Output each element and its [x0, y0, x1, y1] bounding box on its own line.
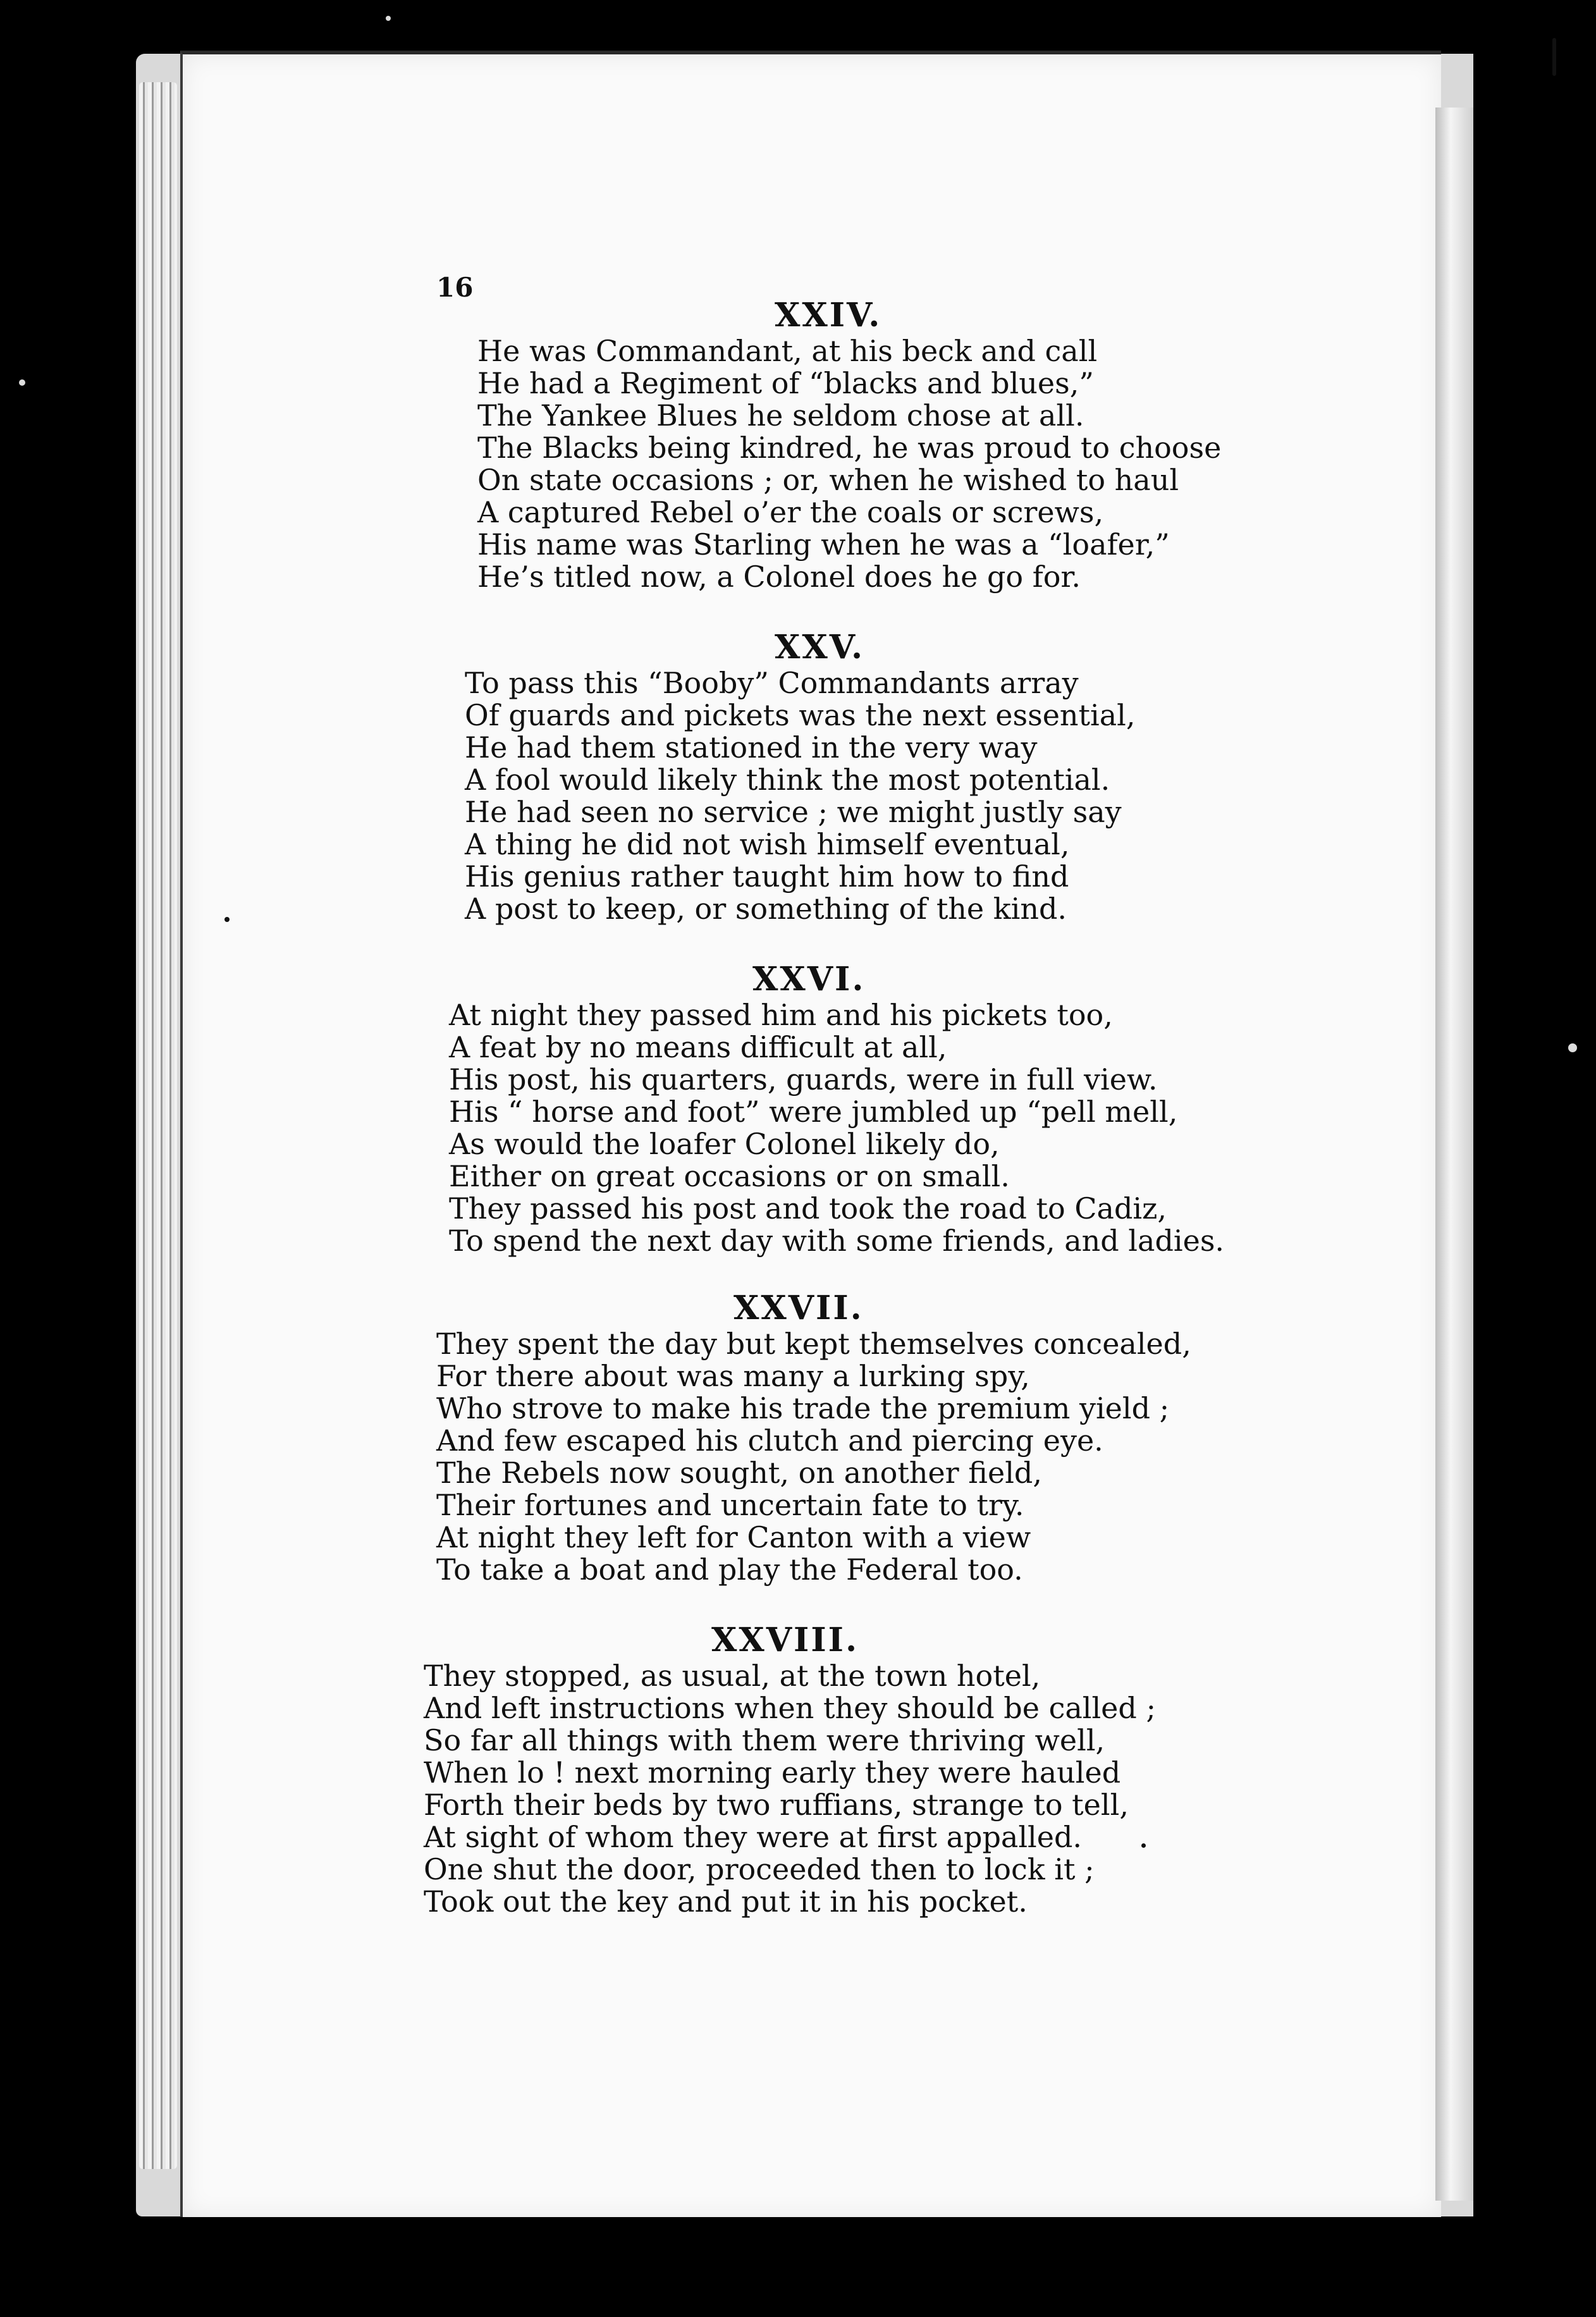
verse-line: A feat by no means difficult at all,	[449, 1030, 947, 1064]
verse-line: For there about was many a lurking spy,	[436, 1359, 1030, 1393]
dust-speck	[1568, 1043, 1577, 1052]
verse-line: A thing he did not wish himself eventual,	[465, 827, 1070, 861]
verse-line: His genius rather taught him how to find	[465, 859, 1069, 894]
verse-line: Either on great occasions or on small.	[449, 1159, 1010, 1193]
stanza-number: XXV.	[775, 628, 865, 667]
stanza-number: XXVII.	[734, 1289, 864, 1327]
verse-line: The Blacks being kindred, he was proud to choose	[477, 431, 1222, 465]
verse-line: He had them stationed in the very way	[465, 730, 1038, 765]
dust-speck	[19, 379, 25, 386]
verse-line: At sight of whom they were at first appalled.	[424, 1820, 1083, 1854]
stanza-number: XXIV.	[775, 296, 882, 335]
verse-line: When lo ! next morning early they were hauled	[424, 1755, 1121, 1790]
verse-line: On state occasions ; or, when he wished to haul	[477, 463, 1179, 497]
dust-speck	[1552, 38, 1556, 76]
verse-line: He had seen no service ; we might justly say	[465, 795, 1122, 829]
page-number: 16	[436, 272, 474, 303]
verse-line: His name was Starling when he was a “loafer,”	[477, 527, 1170, 562]
dust-speck	[1141, 1843, 1146, 1848]
verse-line: Forth their beds by two ruffians, strange to tell,	[424, 1788, 1129, 1822]
verse-line: The Rebels now sought, on another field,	[436, 1456, 1042, 1490]
verse-line: To take a boat and play the Federal too.	[436, 1552, 1023, 1587]
verse-line: And left instructions when they should be called ;	[424, 1691, 1156, 1725]
scan-background	[1473, 0, 1596, 2317]
verse-line: To pass this “Booby” Commandants array	[465, 666, 1079, 700]
verse-line: His post, his quarters, guards, were in full view.	[449, 1062, 1158, 1097]
verse-line: Who strove to make his trade the premium yield ;	[436, 1391, 1170, 1425]
page-edges	[139, 82, 177, 2169]
stanza-number: XXVI.	[752, 960, 866, 999]
verse-line: A fool would likely think the most potential.	[465, 763, 1110, 797]
stanza-xxviii	[424, 1622, 1156, 1918]
stanza-xxvi	[449, 961, 1224, 1257]
verse-line: They stopped, as usual, at the town hotel,	[424, 1659, 1041, 1693]
verse-line: He had a Regiment of “blacks and blues,”	[477, 366, 1094, 400]
verse-line: And few escaped his clutch and piercing eye.	[436, 1423, 1103, 1458]
gutter-shadow	[1435, 108, 1473, 2201]
verse-line: Of guards and pickets was the next essential,	[465, 698, 1136, 732]
stanza-number: XXVIII.	[711, 1621, 859, 1659]
verse-line: At night they left for Canton with a view	[436, 1520, 1031, 1554]
verse-line: The Yankee Blues he seldom chose at all.	[477, 398, 1084, 433]
verse-line: They passed his post and took the road to Cadiz,	[449, 1191, 1167, 1226]
stanza-xxvii	[436, 1290, 1191, 1586]
verse-line: They spent the day but kept themselves concealed,	[436, 1327, 1191, 1361]
verse-line: One shut the door, proceeded then to lock it ;	[424, 1852, 1095, 1886]
verse-line: As would the loafer Colonel likely do,	[449, 1127, 1000, 1161]
verse-line: A captured Rebel o’er the coals or screws,	[477, 495, 1104, 529]
verse-line: A post to keep, or something of the kind.	[465, 892, 1067, 926]
verse-line: At night they passed him and his pickets too,	[449, 998, 1113, 1032]
stanza-xxiv	[477, 297, 1221, 593]
dust-speck	[224, 917, 230, 922]
verse-line: Took out the key and put it in his pocket.	[424, 1884, 1028, 1919]
verse-line: To spend the next day with some friends, and ladies.	[449, 1224, 1225, 1258]
verse-line: So far all things with them were thriving well,	[424, 1723, 1105, 1757]
dust-speck	[386, 16, 391, 21]
verse-line: His “ horse and foot” were jumbled up “pell mell,	[449, 1095, 1178, 1129]
stanza-xxv	[465, 629, 1136, 925]
verse-line: Their fortunes and uncertain fate to try.	[436, 1488, 1024, 1522]
verse-line: He’s titled now, a Colonel does he go for.	[477, 560, 1081, 594]
verse-line: He was Commandant, at his beck and call	[477, 334, 1098, 368]
